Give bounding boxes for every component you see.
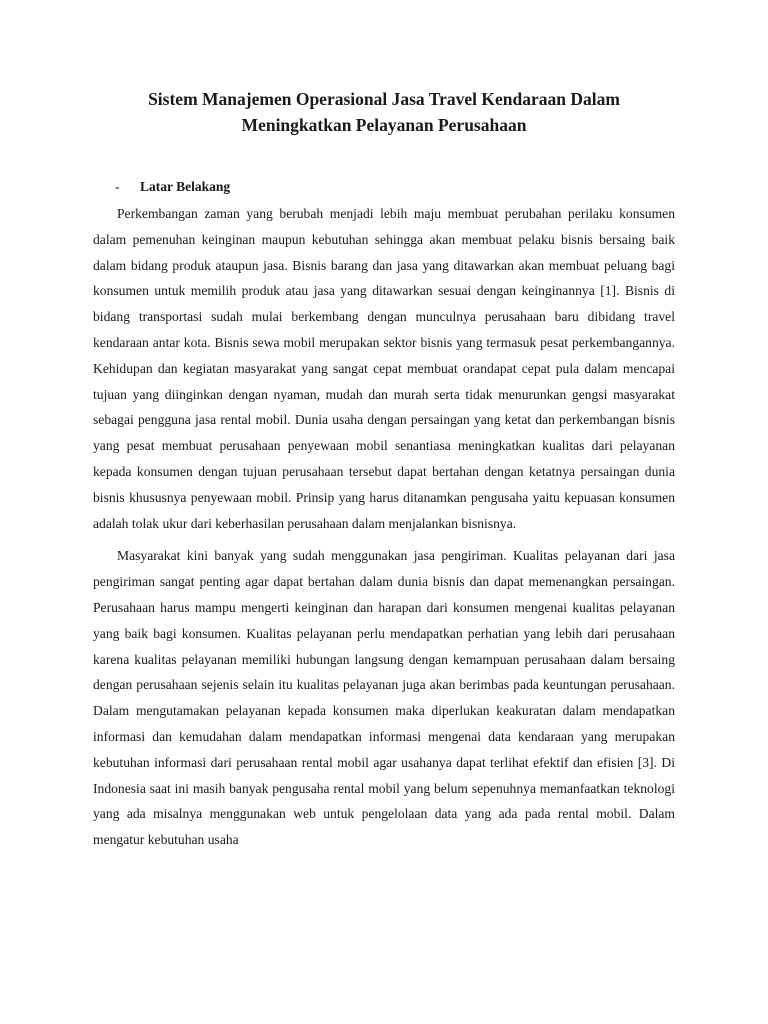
section-bullet: -: [115, 179, 120, 194]
document-title-line-2: Meningkatkan Pelayanan Perusahaan: [241, 115, 527, 135]
section-heading: [93, 177, 675, 197]
paragraph-1: Perkembangan zaman yang berubah menjadi lebih maju membuat perubahan perilaku konsumen dalam pemenuhan keinginan maupun kebutuhan sehingga akan membuat pelaku bisnis bersaing baik dalam bidang produk ataupun jasa. Bisnis barang dan jasa yang ditawarkan akan membuat peluang bagi konsumen untuk memilih produk atau jasa yang ditawarkan sesuai dengan keinginannya [1]. Bisnis di bidang transportasi sudah mulai berkembang dengan munculnya perusahaan baru dibidang travel kendaraan antar kota. Bisnis sewa mobil merupakan sektor bisnis yang termasuk pesat perkembangannya. Kehidupan dan kegiatan masyarakat yang sangat cepat membuat orandapat cepat pula dalam mencapai tujuan yang diinginkan dengan nyaman, mudah dan murah serta tidak menurunkan gengsi masyarakat sebagai pengguna jasa rental mobil. Dunia usaha dengan persaingan yang ketat dan perkembangan bisnis yang pesat membuat perusahaan penyewaan mobil senantiasa meningkatkan kualitas dari pelayanan kepada konsumen dengan tujuan perusahaan tersebut dapat bertahan dengan ketatnya persaingan dunia bisnis khususnya penyewaan mobil. Prinsip yang harus ditanamkan pengusaha yaitu kepuasan konsumen adalah tolak ukur dari keberhasilan perusahaan dalam menjalankan bisnisnya.: [93, 206, 675, 531]
document-title-line-1: Sistem Manajemen Operasional Jasa Travel Kendaraan Dalam: [148, 89, 620, 109]
document-page: [93, 86, 675, 853]
paragraph-2: Masyarakat kini banyak yang sudah menggunakan jasa pengiriman. Kualitas pelayanan dari jasa pengiriman sangat penting agar dapat bertahan dalam dunia bisnis dan dapat memenangkan persaingan. Perusahaan harus mampu mengerti keinginan dan harapan dari konsumen mengenai kualitas pelayanan yang baik bagi konsumen. Kualitas pelayanan perlu mendapatkan perhatian yang lebih dari perusahaan karena kualitas pelayanan memiliki hubungan langsung dengan kemampuan perusahaan dalam bersaing dengan perusahaan sejenis selain itu kualitas pelayanan juga akan berimbas pada keuntungan perusahaan. Dalam mengutamakan pelayanan kepada konsumen maka diperlukan keakuratan dalam mendapatkan informasi dan kemudahan dalam mendapatkan informasi mengenai data kendaraan yang merupakan kebutuhan informasi dari perusahaan rental mobil agar usahanya dapat terlihat efektif dan efisien [3]. Di Indonesia saat ini masih banyak pengusaha rental mobil yang belum sepenuhnya memanfaatkan teknologi yang ada misalnya menggunakan web untuk pengelolaan data yang ada pada rental mobil. Dalam mengatur kebutuhan usaha: [93, 548, 675, 848]
section-heading-text: Latar Belakang: [140, 179, 231, 194]
document-title: [93, 86, 675, 138]
